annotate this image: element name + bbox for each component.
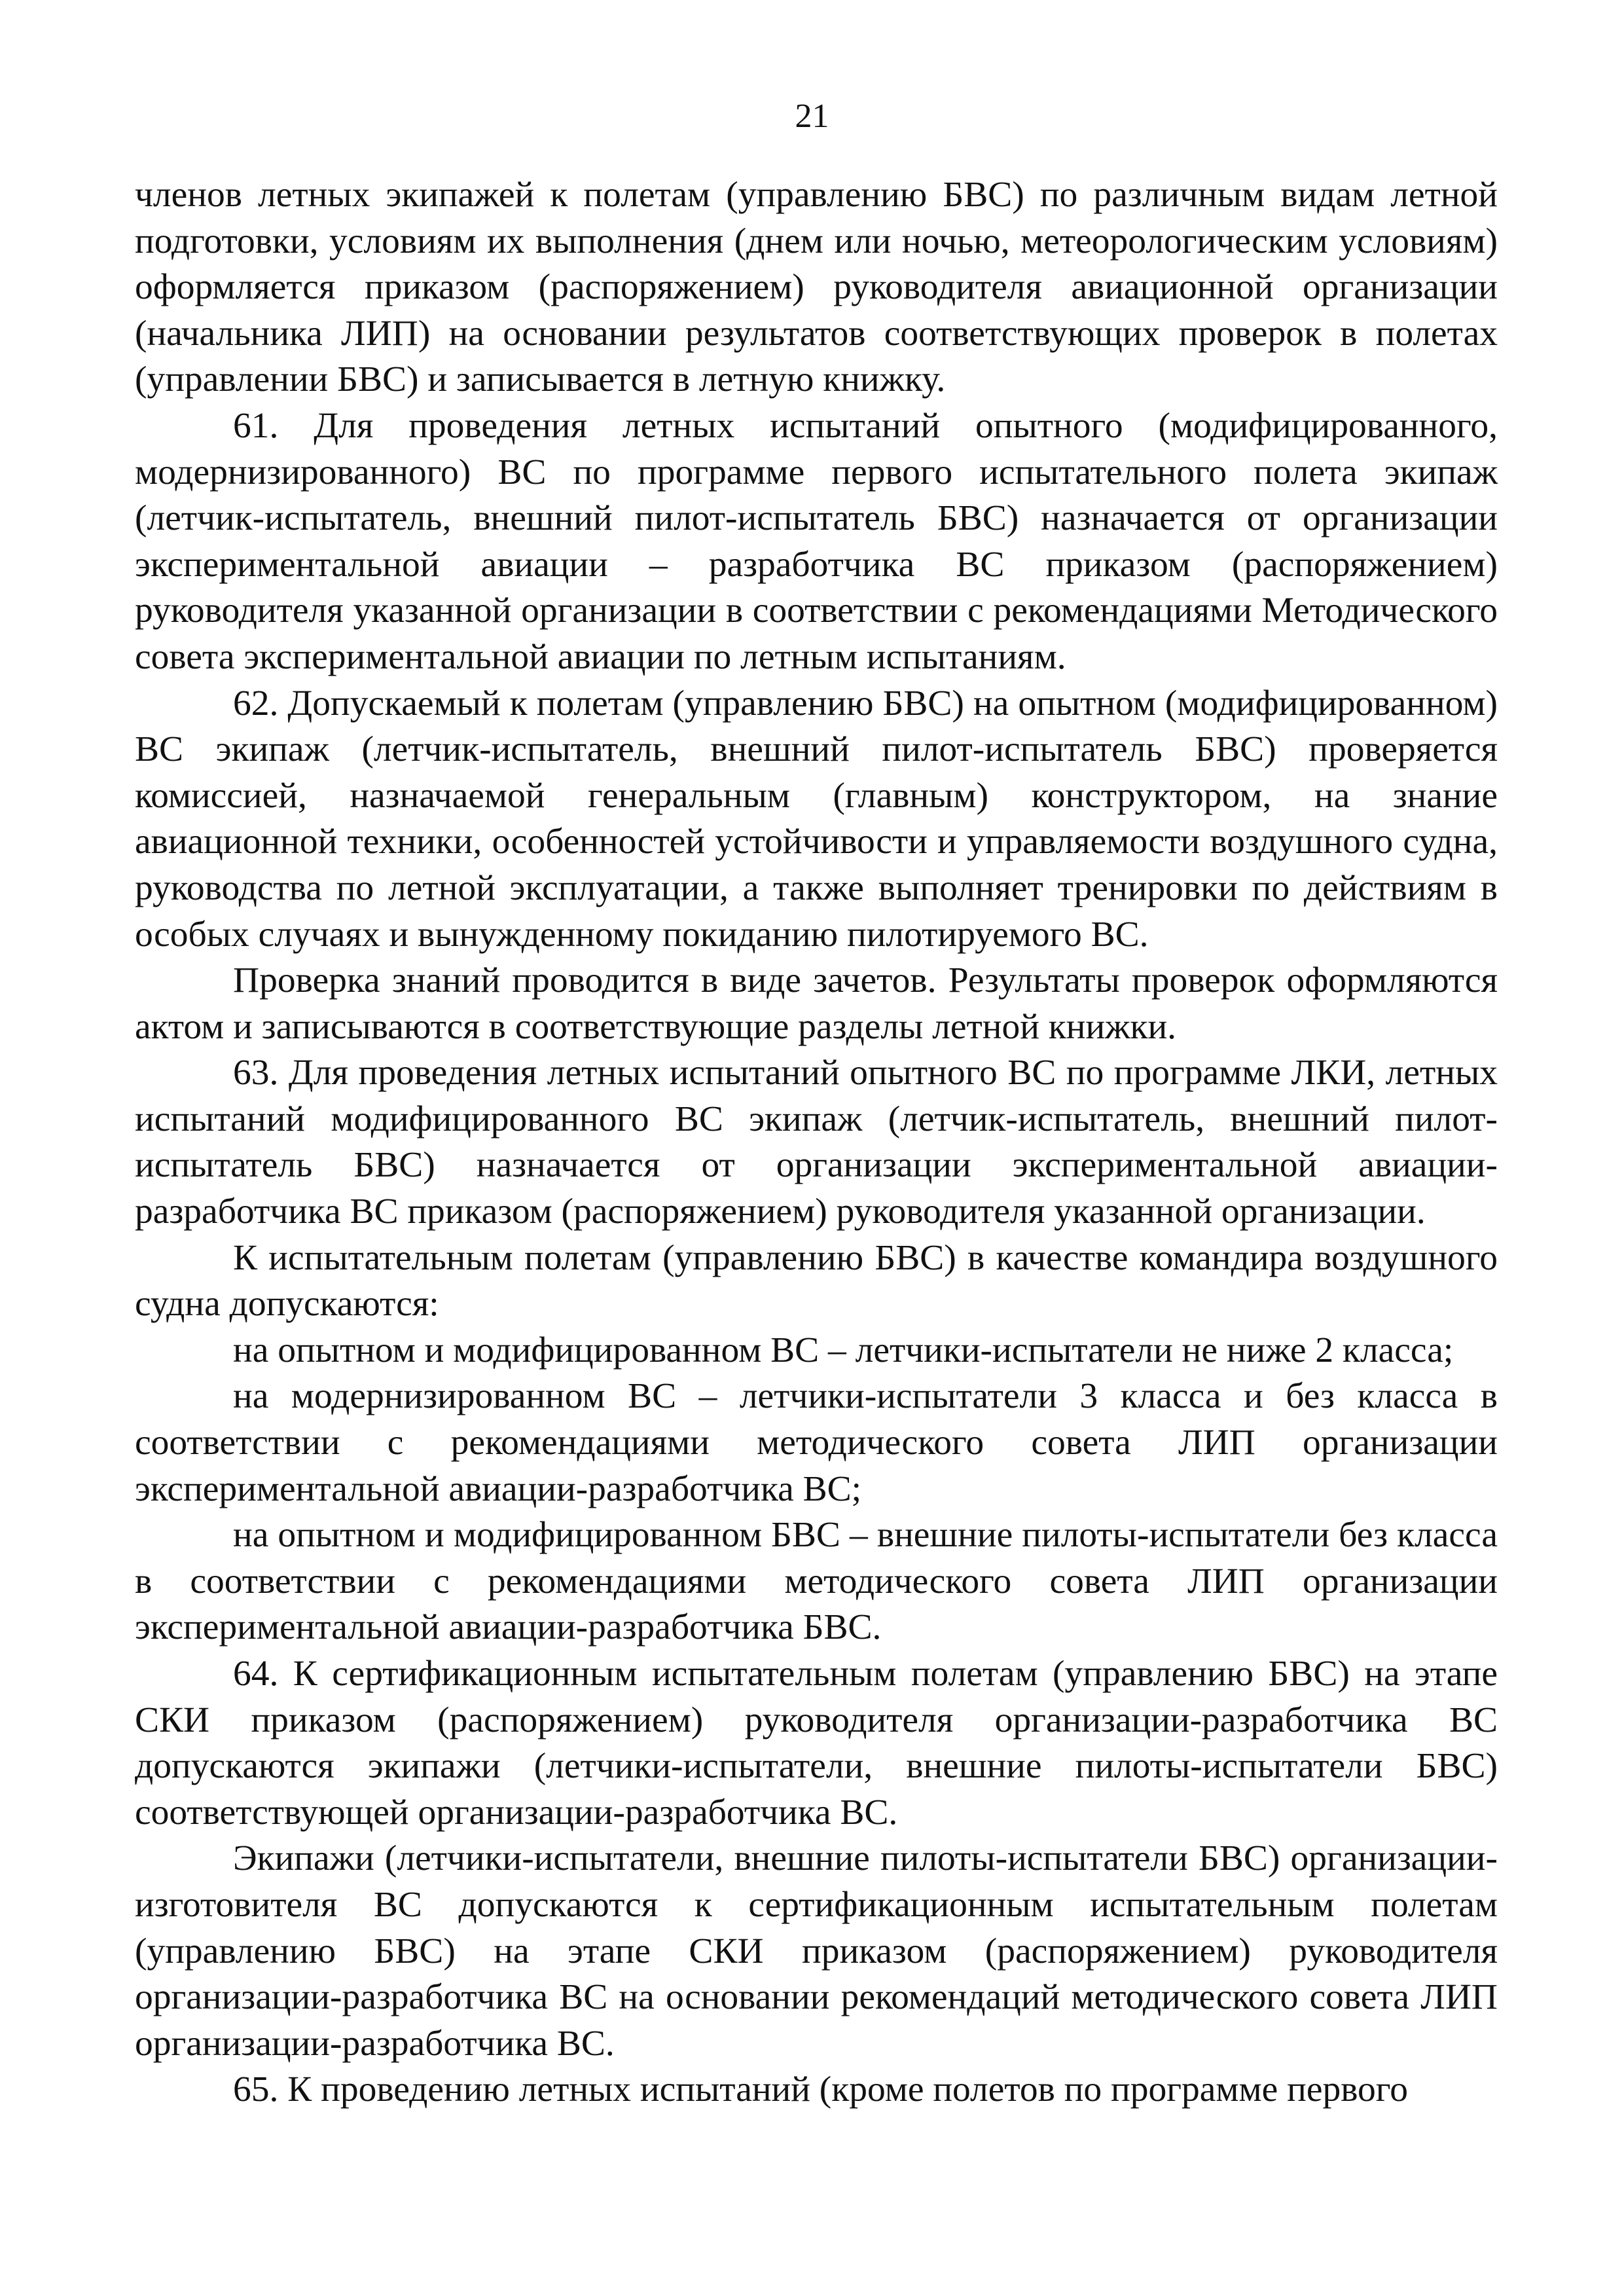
paragraph-commander-admission: К испытательным полетам (управлению БВС) в качестве командира воздушного судна допускаются: bbox=[135, 1237, 1498, 1324]
document-body bbox=[135, 172, 1498, 2113]
paragraph-experimental-uav: на опытном и модифицированном БВС – внешние пилоты-испытатели без класса в соответствии с рекомендациями методического совета ЛИП организации экспериментальной авиации-разработчика БВС. bbox=[135, 1515, 1498, 1648]
paragraph-continued: членов летных экипажей к полетам (управлению БВС) по различным видам летной подготовки, условиям их выполнения (днем или ночью, метеорологическим условиям) оформляется приказом (распоряжением) руководителя авиационной организации (начальника ЛИП) на основании результатов соответствующих проверок в полетах (управлении БВС) и записывается в летную книжку. bbox=[135, 175, 1498, 400]
paragraph-item-64: 64. К сертификационным испытательным полетам (управлению БВС) на этапе СКИ приказом (распоряжением) руководителя организации-разработчика ВС допускаются экипажи (летчики-испытатели, внешние пилоты-испытатели БВС) соответствующей организации-разработчика ВС. bbox=[135, 1654, 1498, 1832]
page-number: 21 bbox=[795, 98, 829, 135]
paragraph-manufacturer-crews: Экипажи (летчики-испытатели, внешние пилоты-испытатели БВС) организации-изготовителя ВС допускаются к сертификационным испытательным полетам (управлению БВС) на этапе СКИ приказом (распоряжением) руководителя организации-разработчика ВС на основании рекомендаций методического совета ЛИП организации-разработчика ВС. bbox=[135, 1838, 1498, 2064]
paragraph-knowledge-check: Проверка знаний проводится в виде зачетов. Результаты проверок оформляются актом и записываются в соответствующие разделы летной книжки. bbox=[135, 960, 1498, 1047]
paragraph-experimental-aircraft: на опытном и модифицированном ВС – летчики-испытатели не ниже 2 класса; bbox=[233, 1330, 1454, 1370]
paragraph-item-61: 61. Для проведения летных испытаний опытного (модифицированного, модернизированного) ВС по программе первого испытательного полета экипаж (летчик-испытатель, внешний пилот-испытатель БВС) назначается от организации экспериментальной авиации – разработчика ВС приказом (распоряжением) руководителя указанной организации в соответствии с рекомендациями Методического совета экспериментальной авиации по летным испытаниям. bbox=[135, 405, 1498, 677]
paragraph-item-65: 65. К проведению летных испытаний (кроме полетов по программе первого bbox=[233, 2069, 1408, 2110]
paragraph-item-62: 62. Допускаемый к полетам (управлению БВС) на опытном (модифицированном) ВС экипаж (летчик-испытатель, внешний пилот-испытатель БВС) проверяется комиссией, назначаемой генеральным (главным) конструктором, на знание авиационной техники, особенностей устойчивости и управляемости воздушного судна, руководства по летной эксплуатации, а также выполняет тренировки по действиям в особых случаях и вынужденному покиданию пилотируемого ВС. bbox=[135, 683, 1498, 955]
paragraph-modernized-aircraft: на модернизированном ВС – летчики-испытатели 3 класса и без класса в соответствии с рекомендациями методического совета ЛИП организации экспериментальной авиации-разработчика ВС; bbox=[135, 1376, 1498, 1509]
paragraph-item-63: 63. Для проведения летных испытаний опытного ВС по программе ЛКИ, летных испытаний модифицированного ВС экипаж (летчик-испытатель, внешний пилот-испытатель БВС) назначается от организации экспериментальной авиации-разработчика ВС приказом (распоряжением) руководителя указанной организации. bbox=[135, 1053, 1498, 1232]
